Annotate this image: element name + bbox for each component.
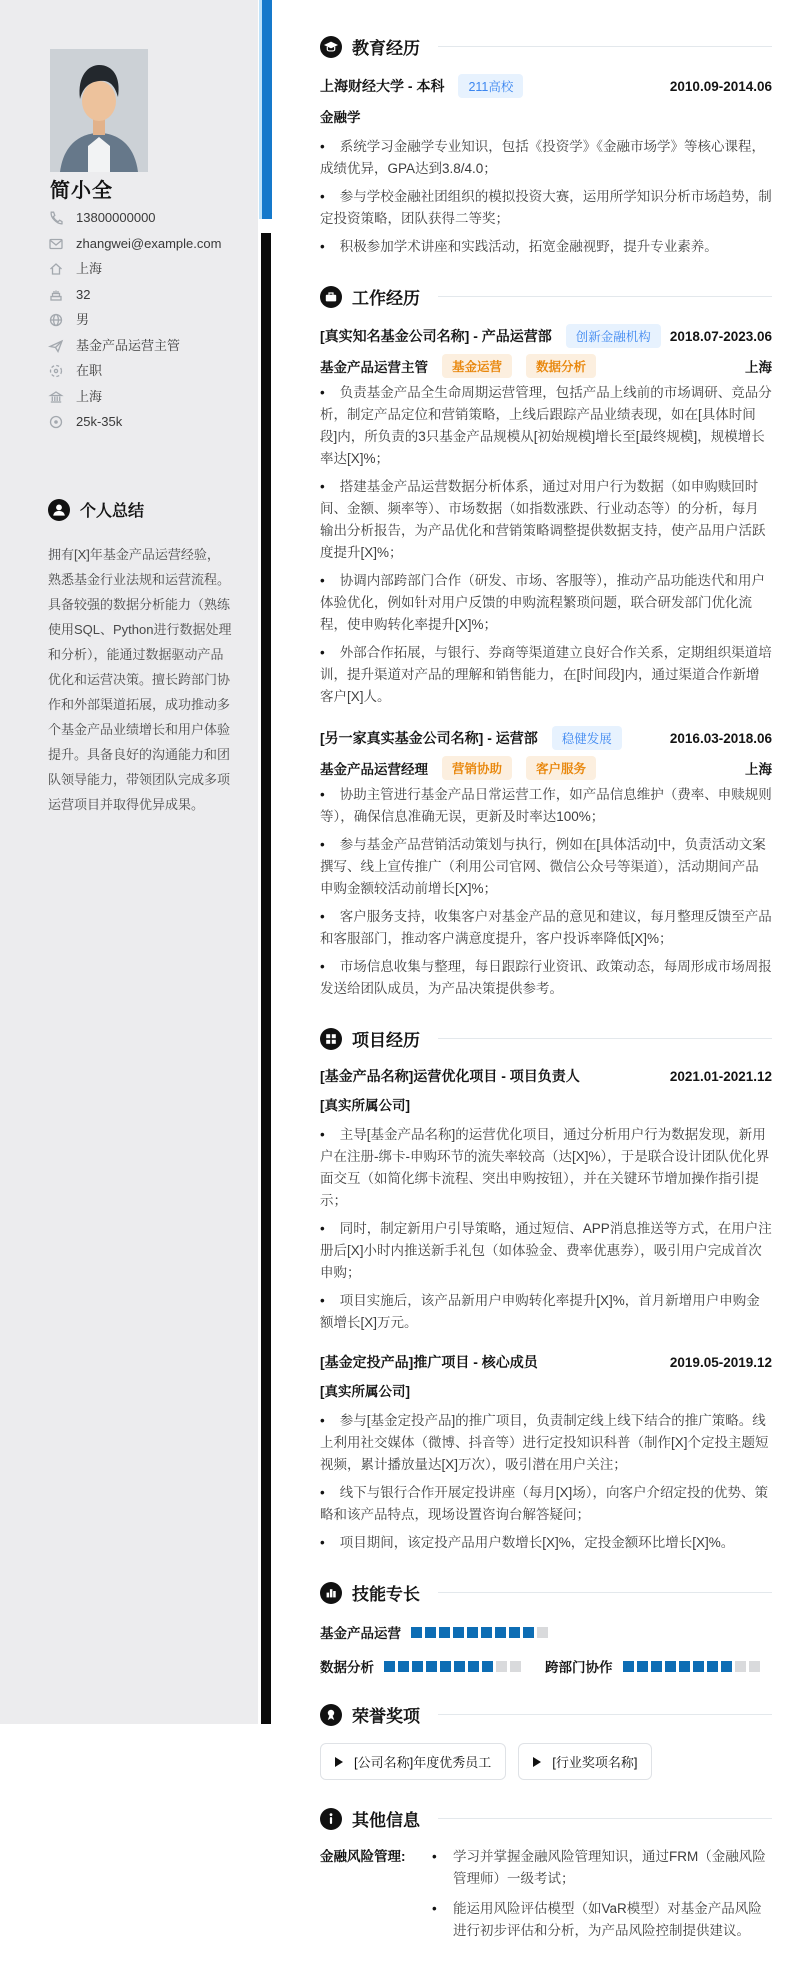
section-education bbox=[320, 34, 772, 258]
honor-label: [公司名称]年度优秀员工 bbox=[354, 1755, 492, 1770]
skill-square-empty bbox=[749, 1661, 760, 1672]
skill-square-filled bbox=[426, 1661, 437, 1672]
skill-square-filled bbox=[637, 1661, 648, 1672]
skill-level-bar bbox=[384, 1661, 521, 1672]
skill-item bbox=[545, 1656, 760, 1676]
project-name: [基金定投产品]推广项目 - 核心成员 bbox=[320, 1354, 538, 1370]
other-info-bullets bbox=[426, 1846, 772, 1950]
job-role: 基金产品运营经理 bbox=[320, 762, 428, 777]
section-skills bbox=[320, 1580, 772, 1676]
honor-label: [行业奖项名称] bbox=[552, 1755, 638, 1770]
skill-square-filled bbox=[523, 1627, 534, 1638]
other-info-bullet: • 能运用风险评估模型（如VaR模型）对基金产品风险进行初步评估和分析，为产品风险控制提供建议。 bbox=[426, 1898, 772, 1942]
job-dates: 2018.07-2023.06 bbox=[669, 328, 772, 344]
job-bullet: • 客户服务支持，收集客户对基金产品的意见和建议，每月整理反馈至产品和客服部门，推动客户满意度提升，客户投诉率降低[X]%； bbox=[320, 906, 772, 950]
profile-photo bbox=[50, 49, 148, 172]
personal-summary bbox=[48, 498, 232, 817]
project-bullet: • 项目实施后，该产品新用户申购转化率提升[X]%，首月新增用户申购金额增长[X]万元。 bbox=[320, 1290, 772, 1334]
company-badge: 创新金融机构 bbox=[566, 324, 661, 348]
job-bullet: • 负责基金产品全生命周期运营管理，包括产品上线前的市场调研、竞品分析，制定产品定位和营销策略，上线后跟踪产品业绩表现，如在[具体时间段]内，所负责的3只基金产品规模从[初始规模]增长至[最终规模]，规模增长率达[X]%； bbox=[320, 382, 772, 470]
skill-square-empty bbox=[735, 1661, 746, 1672]
section-title: 技能专长 bbox=[352, 1585, 420, 1604]
skill-square-filled bbox=[482, 1661, 493, 1672]
section-title: 项目经历 bbox=[352, 1031, 420, 1050]
contact-salary: 25k-35k bbox=[48, 414, 244, 431]
other-info-label: 金融风险管理: bbox=[320, 1849, 406, 1864]
project-bullet: • 线下与银行合作开展定投讲座（每月[X]场），向客户介绍定投的优势、策略和该产品特点，现场设置咨询台解答疑问； bbox=[320, 1482, 772, 1526]
section-rule bbox=[438, 1818, 772, 1819]
contact-phone: 13800000000 bbox=[48, 210, 244, 227]
person-icon bbox=[48, 499, 70, 521]
section-work bbox=[320, 284, 772, 1000]
contact-home: 上海 bbox=[48, 261, 244, 278]
project-dates: 2021.01-2021.12 bbox=[669, 1068, 772, 1084]
skill-label: 跨部门协作 bbox=[545, 1660, 613, 1675]
job-bullet: • 协调内部跨部门合作（研发、市场、客服等），推动产品功能迭代和用户体验优化，例如针对用户反馈的申购流程繁琐问题，联合研发部门优化流程，使申购转化率提升[X]%； bbox=[320, 570, 772, 636]
job-tag: 基金运营 bbox=[442, 354, 512, 378]
blue-accent-bar bbox=[259, 0, 272, 219]
section-rule bbox=[438, 1714, 772, 1715]
section-rule bbox=[438, 296, 772, 297]
skill-level-bar bbox=[623, 1661, 760, 1672]
section-title: 荣誉奖项 bbox=[352, 1707, 420, 1726]
school-badge: 211高校 bbox=[458, 74, 523, 98]
skill-square-filled bbox=[454, 1661, 465, 1672]
project-bullet: • 参与[基金定投产品]的推广项目，负责制定线上线下结合的推广策略。线上利用社交媒体（微博、抖音等）进行定投知识科普（制作[X]个定投主题短视频，累计播放量达[X]万次），吸引潜在用户关注； bbox=[320, 1410, 772, 1476]
play-arrow-icon bbox=[335, 1757, 343, 1767]
skill-square-filled bbox=[509, 1627, 520, 1638]
skill-square-filled bbox=[412, 1661, 423, 1672]
education-bullet: • 系统学习金融学专业知识，包括《投资学》《金融市场学》等核心课程，成绩优异，GPA达到3.8/4.0； bbox=[320, 136, 772, 180]
graduation-cap-icon bbox=[320, 36, 342, 58]
project-entry bbox=[320, 1066, 772, 1334]
skill-square-empty bbox=[510, 1661, 521, 1672]
skill-square-filled bbox=[721, 1661, 732, 1672]
contact-status: 在职 bbox=[48, 363, 244, 380]
section-honors bbox=[320, 1702, 772, 1780]
dark-divider-bar bbox=[261, 233, 271, 1724]
section-title: 教育经历 bbox=[352, 39, 420, 58]
project-entry bbox=[320, 1352, 772, 1554]
contact-age: 32 bbox=[48, 287, 244, 304]
play-arrow-icon bbox=[533, 1757, 541, 1767]
skill-square-filled bbox=[398, 1661, 409, 1672]
job-bullet: • 参与基金产品营销活动策划与执行，例如在[具体活动]中，负责活动文案撰写、线上宣传推广（利用公司官网、微信公众号等渠道），活动期间产品申购金额较活动前增长[X]%； bbox=[320, 834, 772, 900]
skill-square-filled bbox=[665, 1661, 676, 1672]
skill-square-filled bbox=[467, 1627, 478, 1638]
salary-icon bbox=[48, 414, 64, 430]
job-tag: 数据分析 bbox=[526, 354, 596, 378]
bar-chart-icon bbox=[320, 1582, 342, 1604]
skill-square-filled bbox=[384, 1661, 395, 1672]
portrait-illustration bbox=[50, 49, 148, 172]
medal-icon bbox=[320, 1704, 342, 1726]
job-bullet: • 搭建基金产品运营数据分析体系，通过对用户行为数据（如申购赎回时间、金额、频率等）、市场数据（如指数涨跌、行业动态等）的分析，每月输出分析报告，为产品优化和营销策略调整提供数据支持，使产品用户活跃度提升[X]%； bbox=[320, 476, 772, 564]
education-bullet: • 积极参加学术讲座和实践活动，拓宽金融视野，提升专业素养。 bbox=[320, 236, 772, 258]
skill-square-filled bbox=[481, 1627, 492, 1638]
section-projects bbox=[320, 1026, 772, 1554]
briefcase-icon bbox=[320, 286, 342, 308]
project-dates: 2019.05-2019.12 bbox=[669, 1354, 772, 1370]
contact-city: 上海 bbox=[48, 389, 244, 406]
skill-label: 基金产品运营 bbox=[320, 1626, 401, 1641]
job-bullet: • 市场信息收集与整理，每日跟踪行业资讯、政策动态，每周形成市场周报发送给团队成员，为产品决策提供参考。 bbox=[320, 956, 772, 1000]
phone-icon bbox=[48, 210, 64, 226]
contact-email: zhangwei@example.com bbox=[48, 236, 244, 253]
other-info-bullet: • 学习并掌握金融风险管理知识，通过FRM（金融风险管理师）一级考试； bbox=[426, 1846, 772, 1890]
age-icon bbox=[48, 287, 64, 303]
skill-square-filled bbox=[411, 1627, 422, 1638]
candidate-name: 简小全 bbox=[50, 180, 113, 202]
section-rule bbox=[438, 46, 772, 47]
project-bullet: • 主导[基金产品名称]的运营优化项目，通过分析用户行为数据发现，新用户在注册-绑卡-申购环节的流失率较高（达[X]%），于是联合设计团队优化界面交互（如简化绑卡流程、突出申购按钮），并在关键环节增加操作指引提示； bbox=[320, 1124, 772, 1212]
major: 金融学 bbox=[320, 110, 361, 125]
resume-main bbox=[320, 0, 772, 1976]
home-icon bbox=[48, 261, 64, 277]
skill-square-filled bbox=[425, 1627, 436, 1638]
job-tag: 营销协助 bbox=[442, 756, 512, 780]
skill-square-filled bbox=[623, 1661, 634, 1672]
project-name: [基金产品名称]运营优化项目 - 项目负责人 bbox=[320, 1068, 580, 1084]
city-icon bbox=[48, 389, 64, 405]
skill-item bbox=[320, 1622, 548, 1642]
position-icon bbox=[48, 338, 64, 354]
skill-square-filled bbox=[439, 1627, 450, 1638]
company-name: [真实知名基金公司名称] - 产品运营部 bbox=[320, 328, 552, 344]
job-location: 上海 bbox=[745, 762, 772, 777]
job-bullet: • 协助主管进行基金产品日常运营工作，如产品信息维护（费率、申赎规则等），确保信息准确无误，更新及时率达100%； bbox=[320, 784, 772, 828]
skill-square-filled bbox=[495, 1627, 506, 1638]
skill-square-filled bbox=[651, 1661, 662, 1672]
company-badge: 稳健发展 bbox=[552, 726, 622, 750]
honor-item-button[interactable] bbox=[320, 1743, 506, 1780]
summary-title: 个人总结 bbox=[80, 503, 145, 520]
skill-square-empty bbox=[537, 1627, 548, 1638]
project-bullet: • 项目期间，该定投产品用户数增长[X]%，定投金额环比增长[X]%。 bbox=[320, 1532, 772, 1554]
skill-square-filled bbox=[679, 1661, 690, 1672]
project-company: [真实所属公司] bbox=[320, 1098, 410, 1113]
education-dates: 2010.09-2014.06 bbox=[669, 78, 772, 94]
skill-item bbox=[320, 1656, 521, 1676]
section-title: 工作经历 bbox=[352, 289, 420, 308]
section-other-info bbox=[320, 1806, 772, 1950]
info-icon bbox=[320, 1808, 342, 1830]
mail-icon bbox=[48, 236, 64, 252]
job-dates: 2016.03-2018.06 bbox=[669, 730, 772, 746]
grid-icon bbox=[320, 1028, 342, 1050]
skill-square-filled bbox=[693, 1661, 704, 1672]
skill-square-filled bbox=[453, 1627, 464, 1638]
sidebar bbox=[0, 0, 258, 1724]
honor-list bbox=[320, 1743, 772, 1780]
project-bullet: • 同时，制定新用户引导策略，通过短信、APP消息推送等方式，在用户注册后[X]小时内推送新手礼包（如体验金、费率优惠券），吸引用户完成首次申购； bbox=[320, 1218, 772, 1284]
skill-square-filled bbox=[707, 1661, 718, 1672]
company-name: [另一家真实基金公司名称] - 运营部 bbox=[320, 730, 538, 746]
job-bullet: • 外部合作拓展，与银行、券商等渠道建立良好合作关系，定期组织渠道培训，提升渠道对产品的理解和销售能力，在[时间段]内，通过渠道合作新增客户[X]人。 bbox=[320, 642, 772, 708]
skill-level-bar bbox=[411, 1627, 548, 1638]
contact-list bbox=[48, 210, 244, 440]
summary-text: 拥有[X]年基金产品运营经验，熟悉基金行业法规和运营流程。具备较强的数据分析能力（熟练使用SQL、Python进行数据处理和分析），能通过数据驱动产品优化和运营决策。擅长跨部门协作和外部渠道拓展，成功推动多个基金产品业绩增长和用户体验提升。具备良好的沟通能力和团队领导能力，带领团队完成多项运营项目并取得优异成果。 bbox=[48, 547, 232, 812]
status-icon bbox=[48, 363, 64, 379]
education-bullet: • 参与学校金融社团组织的模拟投资大赛，运用所学知识分析市场趋势，制定投资策略，团队获得二等奖； bbox=[320, 186, 772, 230]
gender-icon bbox=[48, 312, 64, 328]
contact-position: 基金产品运营主管 bbox=[48, 338, 244, 355]
section-rule bbox=[438, 1038, 772, 1039]
skill-square-filled bbox=[468, 1661, 479, 1672]
skill-label: 数据分析 bbox=[320, 1660, 374, 1675]
skill-square-filled bbox=[440, 1661, 451, 1672]
skills-list bbox=[320, 1622, 772, 1676]
honor-item-button[interactable] bbox=[518, 1743, 652, 1780]
job-location: 上海 bbox=[745, 360, 772, 375]
job-entry bbox=[320, 324, 772, 708]
section-title: 其他信息 bbox=[352, 1811, 420, 1830]
section-rule bbox=[438, 1592, 772, 1593]
job-role: 基金产品运营主管 bbox=[320, 360, 428, 375]
job-entry bbox=[320, 726, 772, 1000]
skill-square-empty bbox=[496, 1661, 507, 1672]
school-name: 上海财经大学 - 本科 bbox=[320, 78, 445, 94]
job-tag: 客户服务 bbox=[526, 756, 596, 780]
project-company: [真实所属公司] bbox=[320, 1384, 410, 1399]
contact-gender: 男 bbox=[48, 312, 244, 329]
